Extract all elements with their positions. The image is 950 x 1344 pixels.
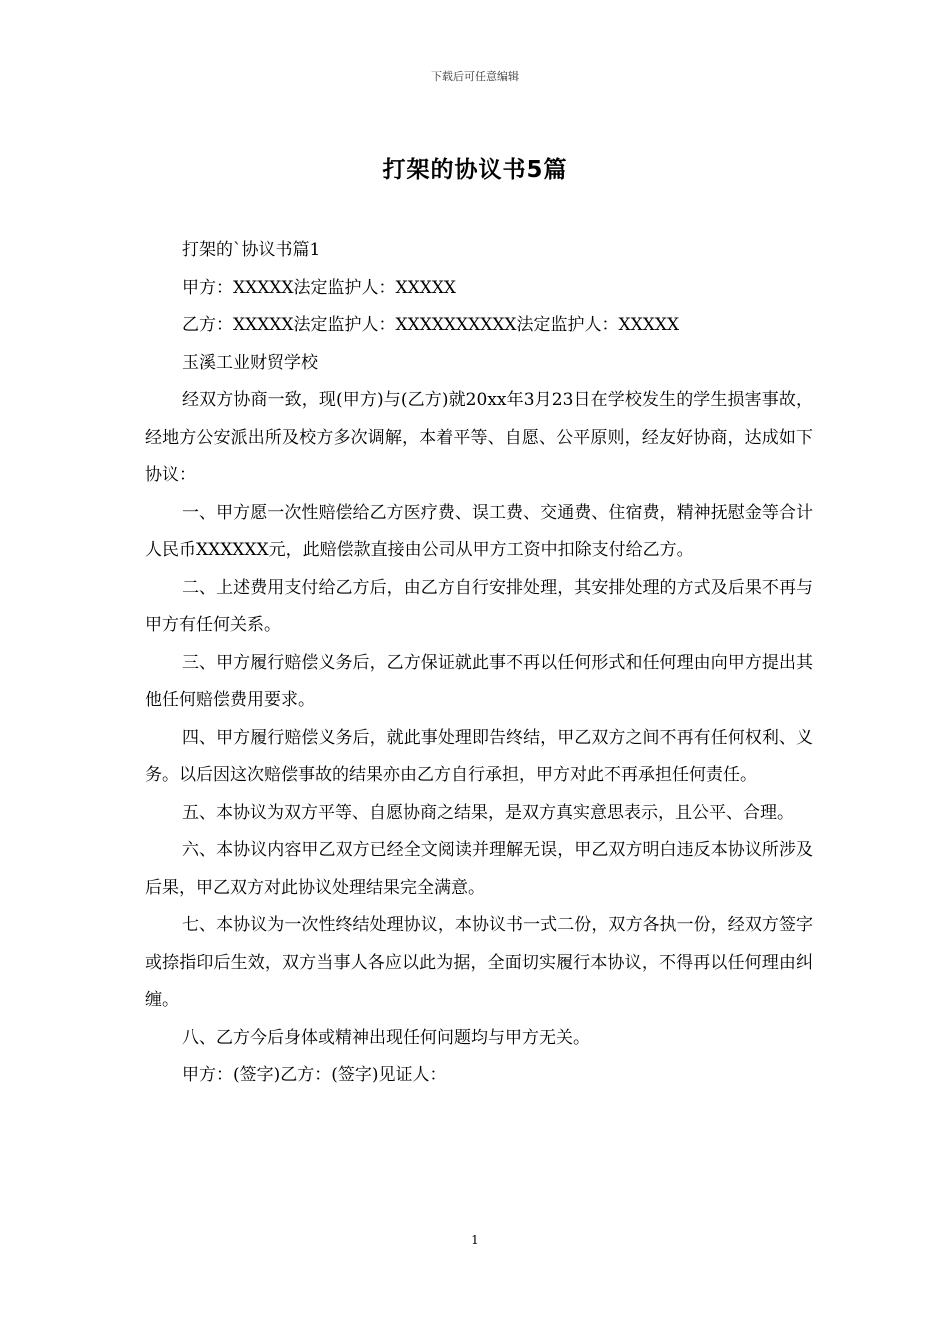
party-a-line: 甲方：XXXXX法定监护人：XXXXX [182,277,457,298]
page-header-note: 下载后可任意编辑 [431,70,519,83]
clause-4: 四、甲方履行赔偿义务后，就此事处理即告终结，甲乙双方之间不再有任何权利、义务。以后因这次赔偿事故的结果亦由乙方自行承担，甲方对此不再承担任何责任。 [145,727,813,785]
clause-3: 三、甲方履行赔偿义务后，乙方保证就此事不再以任何形式和任何理由向甲方提出其他任何赔偿费用要求。 [145,652,813,710]
party-b-line: 乙方：XXXXX法定监护人：XXXXXXXXXX法定监护人：XXXXX [182,315,680,335]
signature-line: 甲方：(签字)乙方：(签字)见证人： [182,1065,447,1085]
document-body [145,232,813,1095]
school-name: 玉溪工业财贸学校 [182,352,318,373]
clause-5: 五、本协议为双方平等、自愿协商之结果，是双方真实意思表示，且公平、合理。 [182,802,794,823]
document-title: 打架的协议书5篇 [382,157,568,183]
clause-2: 二、上述费用支付给乙方后，由乙方自行安排处理，其安排处理的方式及后果不再与甲方有任何关系。 [145,577,813,635]
section-heading: 打架的`协议书篇1 [182,240,321,260]
page-number: 1 [471,1233,479,1247]
clause-7: 七、本协议为一次性终结处理协议，本协议书一式二份，双方各执一份，经双方签字或捺指印后生效，双方当事人各应以此为据，全面切实履行本协议，不得再以任何理由纠缠。 [145,915,813,1010]
clause-8: 八、乙方今后身体或精神出现任何问题均与甲方无关。 [182,1027,590,1048]
clause-1: 一、甲方愿一次性赔偿给乙方医疗费、误工费、交通费、住宿费，精神抚慰金等合计人民币XXXXXX元，此赔偿款直接由公司从甲方工资中扣除支付给乙方。 [145,502,813,560]
intro-paragraph: 经双方协商一致，现(甲方)与(乙方)就20xx年3月23日在学校发生的学生损害事故，经地方公安派出所及校方多次调解，本着平等、自愿、公平原则，经友好协商，达成如下协议： [145,390,813,485]
clause-6: 六、本协议内容甲乙双方已经全文阅读并理解无误，甲乙双方明白违反本协议所涉及后果，甲乙双方对此协议处理结果完全满意。 [145,840,813,898]
